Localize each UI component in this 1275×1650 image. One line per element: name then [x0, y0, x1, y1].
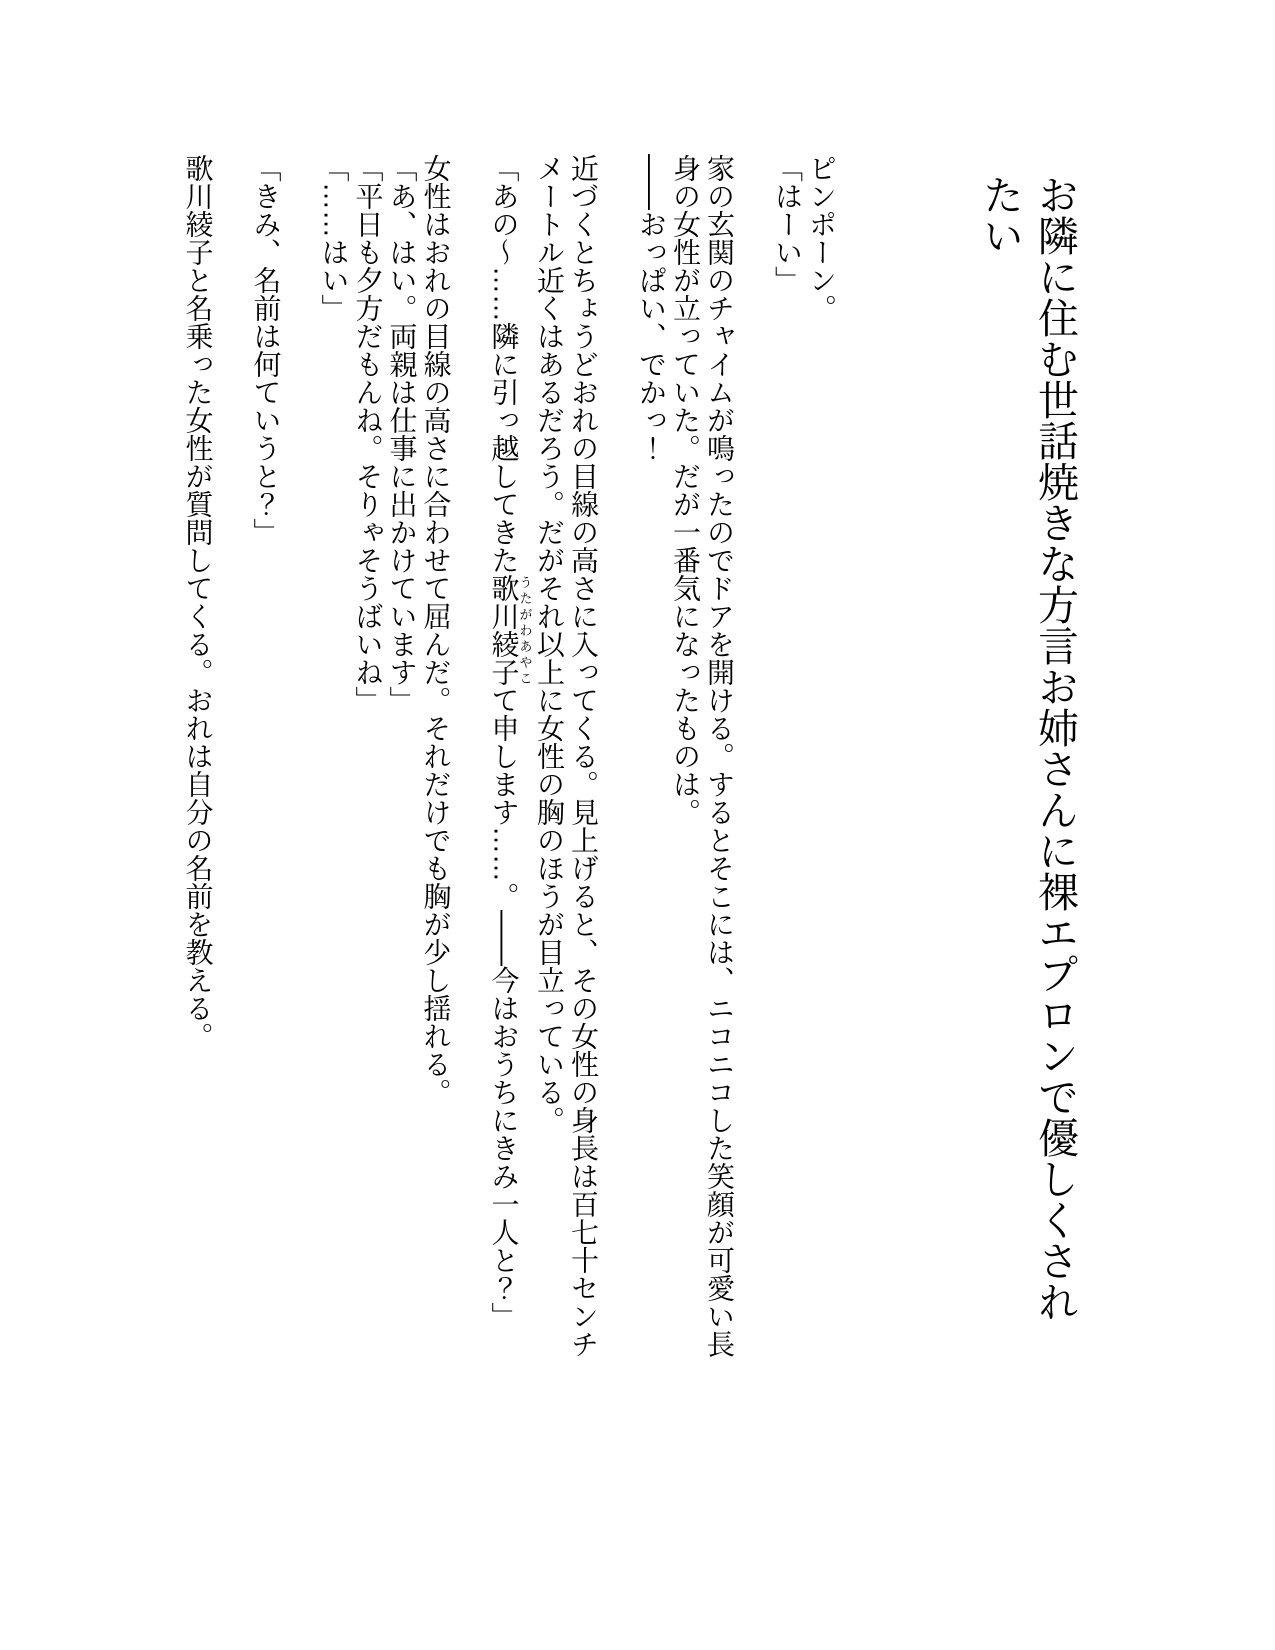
paragraph: 家の玄関のチャイムが鳴ったのでドアを開ける。するとそこには、ニコニコした笑顔が可愛い長身の女性が立っていた。だが一番気になったものは。: [670, 154, 735, 1358]
blank-line: [453, 154, 487, 164]
paragraph: 「平日も夕方だもんね。そりゃそうばいね」: [352, 154, 384, 714]
paragraph: 「あの〜……隣に引っ越してきた歌川綾子うたがわあやこて申します……。――今はおうちにきみ一人と？」: [488, 154, 533, 1330]
paragraph: 「あ、はい。両親は仕事に出かけています」: [386, 154, 418, 714]
ruby-annotation: 歌川綾子うたがわあやこ: [488, 574, 533, 686]
blank-line: [215, 154, 249, 164]
blank-line: [283, 154, 317, 164]
paragraph: 歌川綾子と名乗った女性が質問してくる。おれは自分の名前を教える。: [182, 154, 214, 1050]
blank-line: [736, 154, 770, 164]
vertical-text-container: [181, 154, 1083, 1360]
paragraph: 近づくとちょうどおれの目線の高さに入ってくる。見上げると、その女性の身長は百七十センチメートル近くはあるだろう。だがそれ以上に女性の胸のほうが目立っている。: [534, 154, 599, 1358]
paragraph: 「はーい」: [772, 154, 803, 294]
paragraph: 女性はおれの目線の高さに合わせて屈んだ。それだけでも胸が少し揺れる。: [420, 154, 452, 1106]
paragraph: 「……はい」: [318, 154, 350, 322]
body-text: [181, 154, 839, 1360]
paragraph: ピンポーン。: [806, 154, 837, 322]
blank-line: [600, 154, 634, 164]
page-title: お隣に住む世話焼きな方言お姉さんに裸エプロンで優しくされたい: [977, 174, 1078, 1322]
paragraph: 「きみ、名前は何ていうと？」: [250, 154, 282, 546]
paragraph: ――おっぱい、でかっ！: [636, 154, 667, 462]
